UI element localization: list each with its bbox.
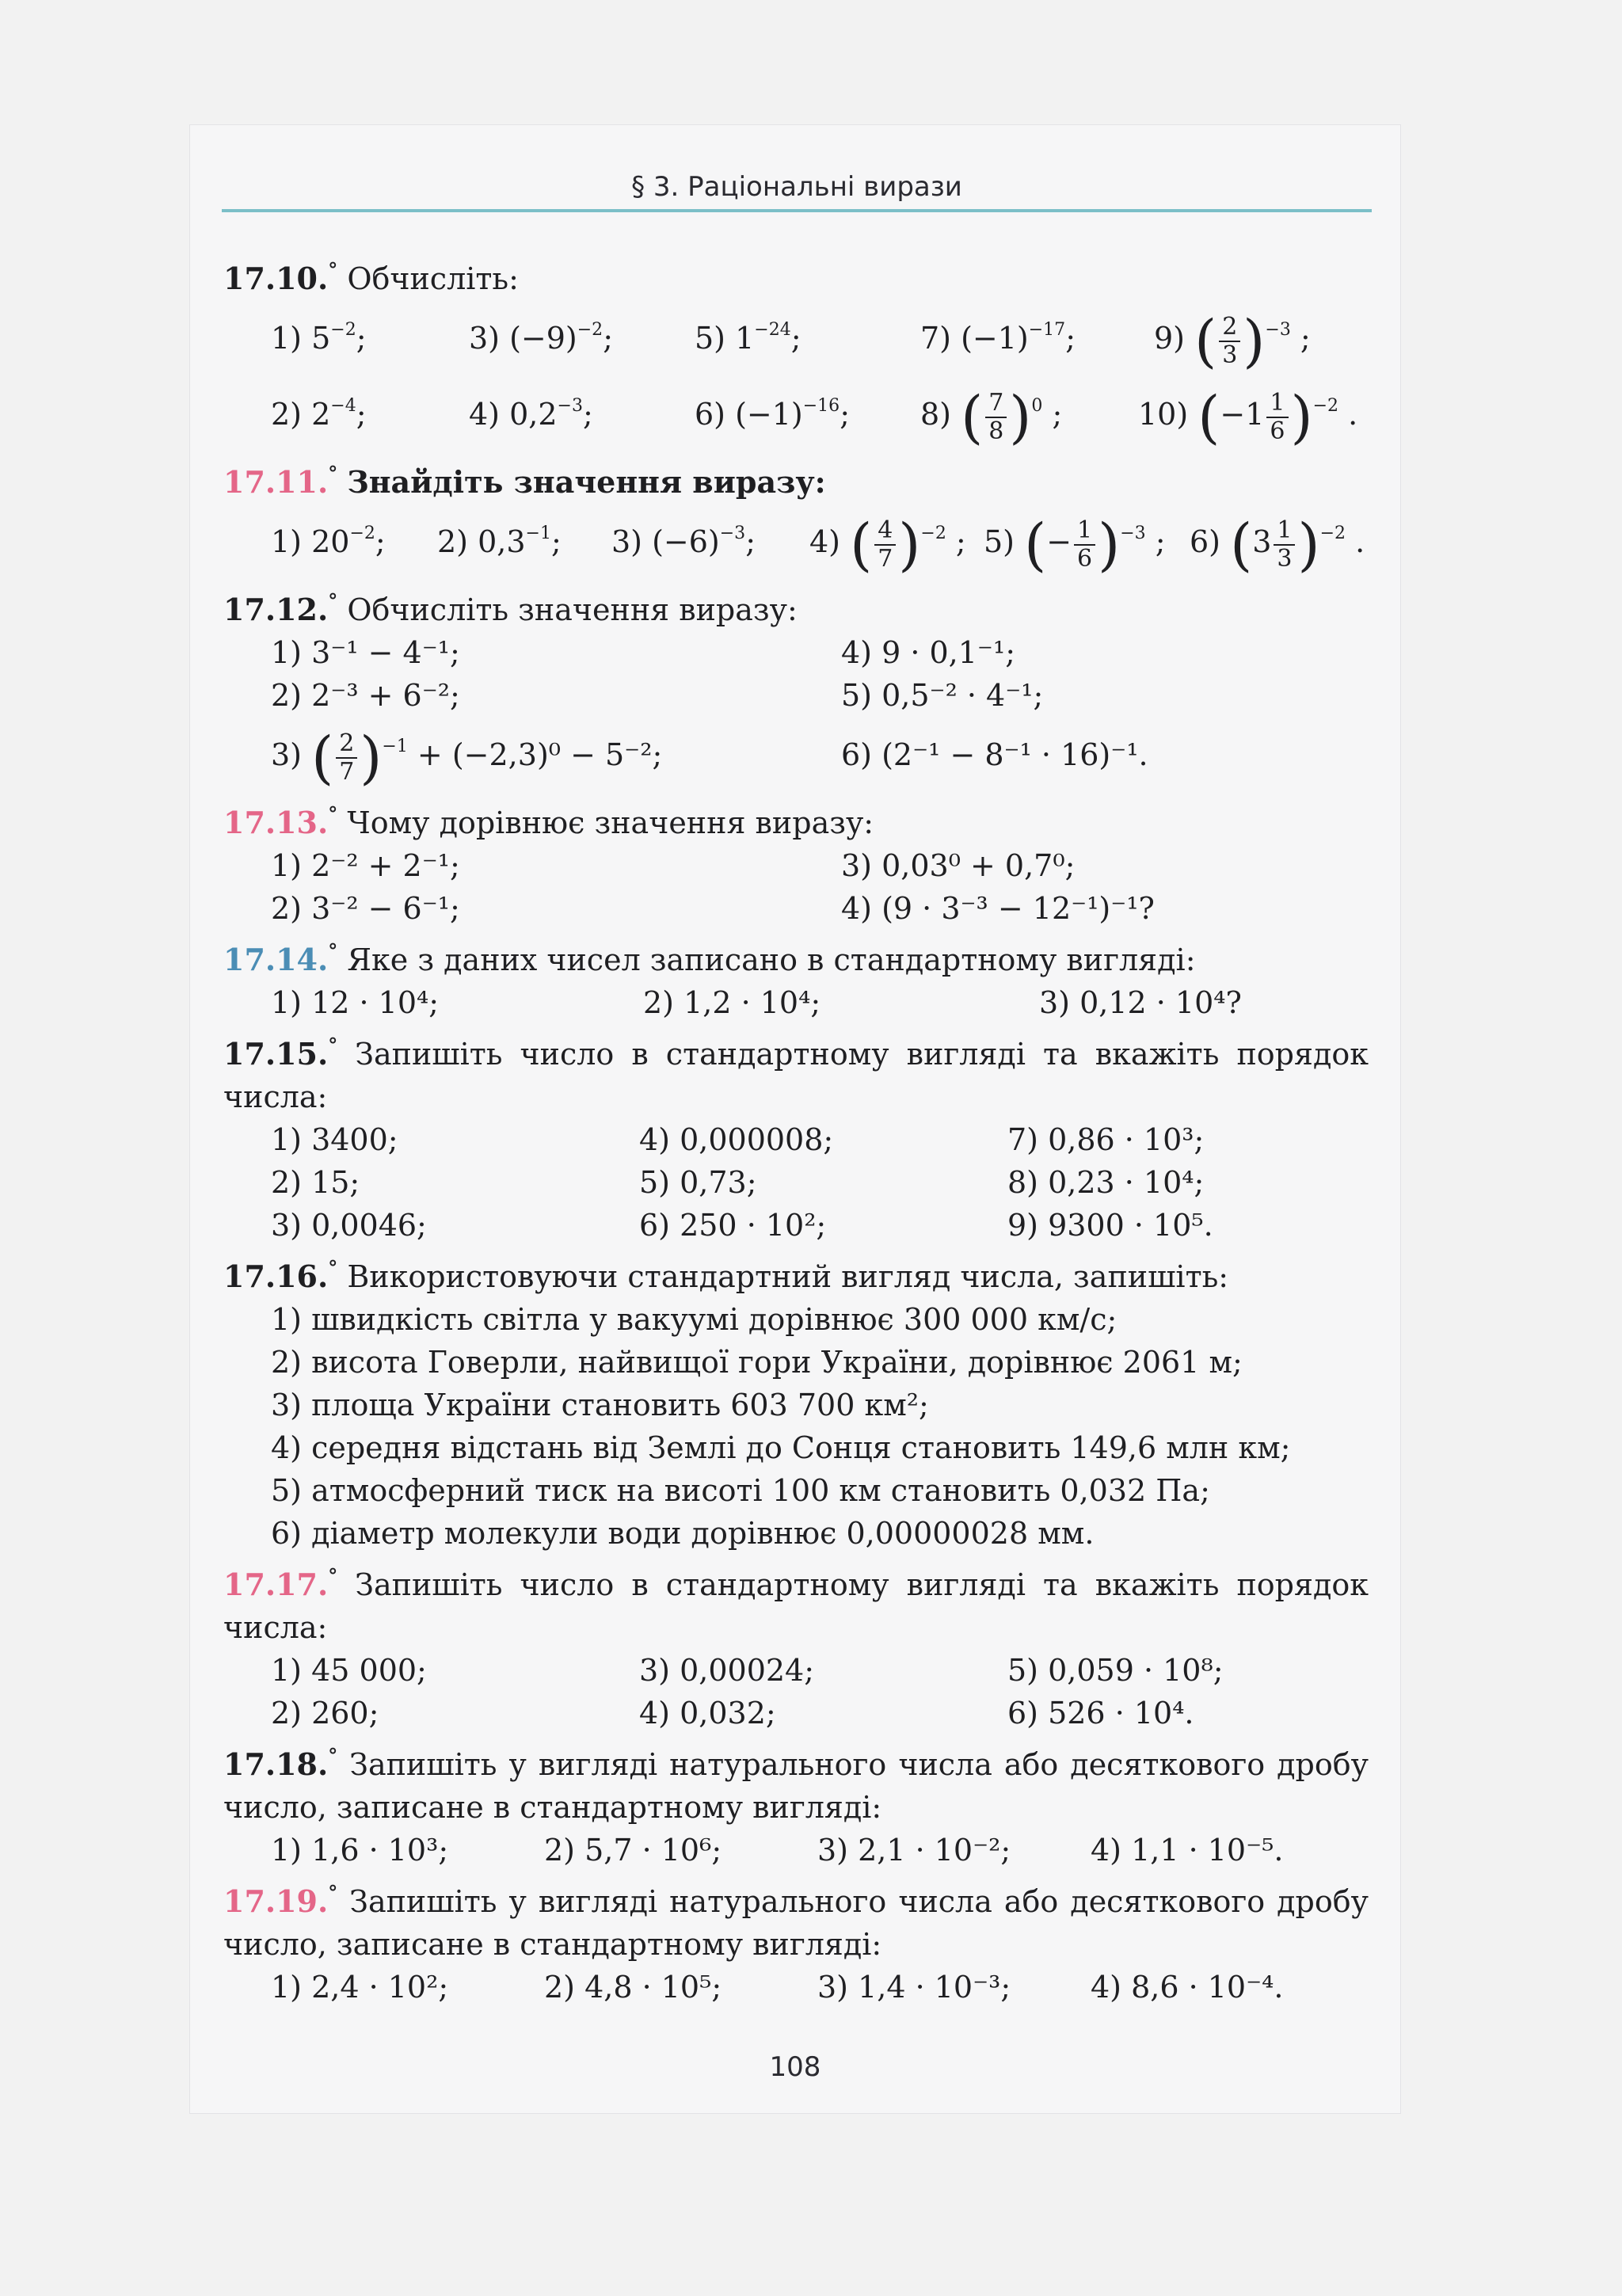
problem-number: 17.12. (223, 592, 329, 627)
problem-title: Запишіть у вигляді натурального числа або десяткового дробу число, записане в стандартному вигляді: (223, 1884, 1369, 1962)
exercise-row: 2) 260; 4) 0,032; 6) 526 · 10⁴. (271, 1696, 1194, 1731)
problem-title: Запишіть у вигляді натурального числа або десяткового дробу число, записане в стандартному вигляді: (223, 1747, 1369, 1825)
exercise-row: 3) ( $\frac{2}{7}$ )$^{-1}$ + (−2,3)⁰ − 5⁻²; 6) (2⁻¹ − 8⁻¹ · 16)⁻¹. (271, 724, 1148, 791)
page-number: 108 (769, 2051, 821, 2083)
problem-number: 17.15. (223, 1036, 329, 1072)
exercise-row: 1) 3400; 4) 0,000008; 7) 0,86 · 10³; (271, 1122, 1205, 1157)
exercise-row: 2) 15; 5) 0,73; 8) 0,23 · 10⁴; (271, 1165, 1205, 1200)
exercise-row: 1) 45 000; 3) 0,00024; 5) 0,059 · 10⁸; (271, 1653, 1224, 1688)
problem-title: Обчисліть значення виразу: (347, 592, 798, 627)
exercise-row: 1) 1,6 · 10³; 2) 5,7 · 10⁶; 3) 2,1 · 10⁻²; 4) 1,1 · 10⁻⁵. (271, 1833, 1284, 1868)
exercise-row: 3) 0,0046; 6) 250 · 10²; 9) 9300 · 10⁵. (271, 1208, 1213, 1243)
problem-number: 17.11. (223, 464, 329, 500)
problem-title: Знайдіть значення виразу: (347, 464, 826, 500)
problem-number: 17.13. (223, 805, 329, 840)
problem-number: 17.17. (223, 1567, 329, 1602)
list-item: 5) атмосферний тиск на висоті 100 км становить 0,032 Па; (271, 1473, 1210, 1508)
problem-title: Чому дорівнює значення виразу: (347, 805, 874, 840)
exercise-row: 2) 2⁻³ + 6⁻²; 5) 0,5⁻² · 4⁻¹; (271, 678, 1044, 713)
page-header (222, 165, 1372, 212)
problem-17-10: 17.10.° Обчисліть: 1) $5^{-2}$; 3) $(-9)^{-2}$; 5) $1^{-24}$; 7) $(-1)^{-17}$; 9) ( $\frac{2}{3}$ )$^{-3}$ ; 2) $2^{-4}$; 4) $0,2^{-3}$; 6) $(-1)^{-16}$; 8) ( $\frac{7}{8}$ )$^0$ ; 10) (−1 $\frac{1}{6}$ )$^{-2}$ . (223, 249, 1369, 452)
problem-17-18: 17.18.° Запишіть у вигляді натурального числа або десяткового дробу число, записане в стандартному вигляді: 1) 1,6 · 10³; 2) 5,7 · 10⁶; 3) 2,1 · 10⁻²; 4) 1,1 · 10⁻⁵. (223, 1734, 1369, 1871)
problem-title: Запишіть число в стандартному вигляді та вкажіть порядок числа: (223, 1567, 1369, 1645)
exercise-row: 1) 2,4 · 10²; 2) 4,8 · 10⁵; 3) 1,4 · 10⁻³; 4) 8,6 · 10⁻⁴. (271, 1970, 1284, 2005)
problem-17-17: 17.17.° Запишіть число в стандартному вигляді та вкажіть порядок числа: 1) 45 000; 3) 0,00024; 5) 0,059 · 10⁸; 2) 260; 4) 0,032; 6) 526 · 10⁴. (223, 1555, 1369, 1734)
list-item: 1) швидкість світла у вакуумі дорівнює 300 000 км/с; (271, 1302, 1118, 1337)
problem-title: Яке з даних чисел записано в стандартному вигляді: (347, 942, 1196, 977)
problem-number: 17.16. (223, 1258, 329, 1294)
exercise-row: 2) 3⁻² − 6⁻¹; 4) (9 · 3⁻³ − 12⁻¹)⁻¹? (271, 891, 1155, 926)
section-title: § 3. Раціональні вирази (631, 171, 962, 203)
problem-17-13: 17.13.° Чому дорівнює значення виразу: 1) 2⁻² + 2⁻¹; 3) 0,03⁰ + 0,7⁰; 2) 3⁻² − 6⁻¹; 4) (9 · 3⁻³ − 12⁻¹)⁻¹? (223, 793, 1369, 930)
problem-title: Обчисліть: (347, 261, 519, 296)
problem-17-12: 17.12.° Обчисліть значення виразу: 1) 3⁻¹ − 4⁻¹; 4) 9 · 0,1⁻¹; 2) 2⁻³ + 6⁻²; 5) 0,5⁻² · 4⁻¹; 3) ( $\frac{2}{7}$ )$^{-1}$ + (−2,3)⁰ − 5⁻²; 6) (2⁻¹ − 8⁻¹ · 16)⁻¹. (223, 580, 1369, 793)
problem-17-11: 17.11.° Знайдіть значення виразу: 1) $20^{-2}$; 2) $0,3^{-1}$; 3) $(-6)^{-3}$; 4) ( $\frac{4}{7}$ )$^{-2}$ ; 5) (− $\frac{1}{6}$ )$^{-3}$ ; 6) (3 $\frac{1}{3}$ )$^{-2}$ . (223, 452, 1369, 580)
textbook-page (190, 125, 1400, 2113)
list-item: 2) висота Говерли, найвищої гори України, дорівнює 2061 м; (271, 1345, 1243, 1380)
list-item: 4) середня відстань від Землі до Сонця становить 149,6 млн км; (271, 1430, 1291, 1465)
exercise-row: 1) $5^{-2}$; 3) $(-9)^{-2}$; 5) $1^{-24}$; 7) $(-1)^{-17}$; 9) ( $\frac{2}{3}$ )$^{-3}$ ; (271, 307, 1311, 375)
problem-17-14: 17.14.° Яке з даних чисел записано в стандартному вигляді: 1) 12 · 10⁴; 2) 1,2 · 10⁴; 3) 0,12 · 10⁴? (223, 930, 1369, 1024)
exercise-row: 1) 12 · 10⁴; 2) 1,2 · 10⁴; 3) 0,12 · 10⁴? (271, 985, 1242, 1020)
list-item: 3) площа України становить 603 700 км²; (271, 1388, 929, 1422)
exercise-row: 2) $2^{-4}$; 4) $0,2^{-3}$; 6) $(-1)^{-16}$; 8) ( $\frac{7}{8}$ )$^0$ ; 10) (−1 $\frac{1}{6}$ )$^{-2}$ . (271, 383, 1358, 451)
problem-title: Запишіть число в стандартному вигляді та вкажіть порядок числа: (223, 1037, 1369, 1114)
list-item: 6) діаметр молекули води дорівнює 0,00000028 мм. (271, 1516, 1095, 1551)
problem-number: 17.10. (223, 261, 329, 296)
exercise-row: 1) 2⁻² + 2⁻¹; 3) 0,03⁰ + 0,7⁰; (271, 848, 1076, 883)
problem-title: Використовуючи стандартний вигляд числа, запишіть: (347, 1259, 1229, 1294)
problem-17-19: 17.19.° Запишіть у вигляді натурального числа або десяткового дробу число, записане в стандартному вигляді: 1) 2,4 · 10²; 2) 4,8 · 10⁵; 3) 1,4 · 10⁻³; 4) 8,6 · 10⁻⁴. (223, 1871, 1369, 2009)
page-content (223, 249, 1369, 2009)
problem-17-15: 17.15.° Запишіть число в стандартному вигляді та вкажіть порядок числа: 1) 3400; 4) 0,000008; 7) 0,86 · 10³; 2) 15; 5) 0,73; 8) 0,23 · 10⁴; 3) 0,0046; 6) 250 · 10²; 9) 9300 · 10⁵. (223, 1024, 1369, 1247)
problem-number: 17.19. (223, 1883, 329, 1919)
problem-number: 17.14. (223, 942, 329, 977)
exercise-row: 1) $20^{-2}$; 2) $0,3^{-1}$; 3) $(-6)^{-3}$; 4) ( $\frac{4}{7}$ )$^{-2}$ ; 5) (− $\frac{1}{6}$ )$^{-3}$ ; 6) (3 $\frac{1}{3}$ )$^{-2}$ . (271, 511, 1365, 578)
problem-17-16: 17.16.° Використовуючи стандартний вигляд числа, запишіть: 1) швидкість світла у вакуумі дорівнює 300 000 км/с; 2) висота Говерли, найвищої гори України, дорівнює 2061 м; 3) площа України становить 603 700 км²; 4) середня відстань від Землі до Сонця становить 149,6 млн км; 5) атмосферний тиск на висоті 100 км становить 0,032 Па; 6) діаметр молекули води дорівнює 0,00000028 мм. (223, 1247, 1369, 1555)
problem-number: 17.18. (223, 1746, 329, 1782)
exercise-row: 1) 3⁻¹ − 4⁻¹; 4) 9 · 0,1⁻¹; (271, 635, 1016, 670)
